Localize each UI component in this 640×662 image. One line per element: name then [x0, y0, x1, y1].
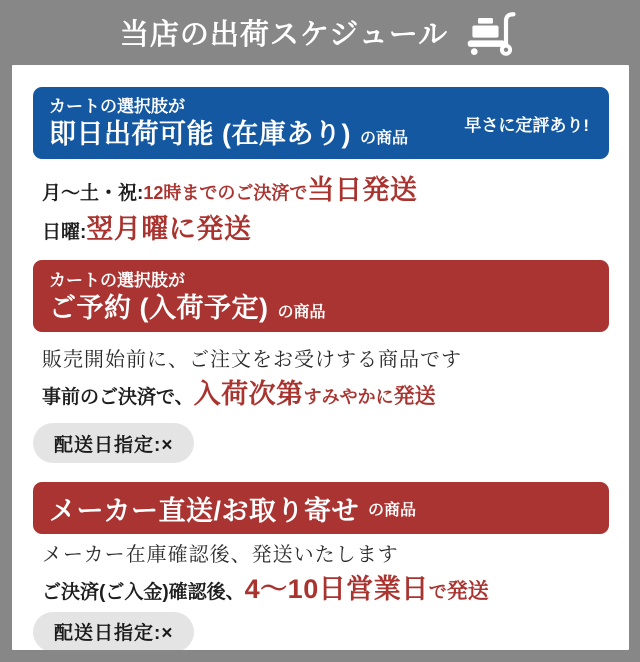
- preorder-condition-mid: すみやかに: [303, 387, 394, 408]
- sunday-result: 翌月曜に発送: [86, 213, 252, 244]
- maker-desc-row: [42, 544, 609, 566]
- hand-truck-icon: [464, 4, 520, 61]
- same-day-shipping-details: [42, 176, 609, 244]
- preorder-condition-tail: 発送: [393, 385, 436, 409]
- maker-condition-tail: 発送: [446, 580, 489, 604]
- preorder-condition-strong: 入荷次第: [193, 379, 304, 410]
- page-title: 当店の出荷スケジュール: [119, 19, 449, 51]
- banner-suffix-text: の商品: [277, 303, 326, 321]
- banner-preorder: [33, 260, 609, 332]
- sunday-shipping-row: [42, 215, 609, 245]
- weekday-label: 月〜土・祝:: [42, 183, 144, 204]
- banner-main-text: ご予約 (入荷予定): [49, 292, 269, 323]
- content-panel: [12, 65, 629, 650]
- banner-suffix-text: の商品: [359, 130, 408, 148]
- banner-main-line: [49, 120, 408, 150]
- weekday-result: 当日発送: [307, 175, 418, 205]
- maker-condition-label: ご決済(ご入金)確認後、: [42, 582, 245, 604]
- badge-row: [33, 612, 609, 650]
- maker-desc: メーカー在庫確認後、発送いたします: [42, 544, 399, 567]
- banner-same-day-shipping: [33, 87, 609, 159]
- delivery-date-badge: 配送日指定:×: [33, 423, 194, 463]
- preorder-details: [42, 349, 609, 410]
- banner-maker-direct: [33, 482, 609, 534]
- preorder-desc: 販売開始前に、ご注文をお受けする商品です: [42, 349, 462, 372]
- maker-condition-strong: 4〜10日営業日: [244, 574, 429, 605]
- maker-direct-details: [42, 544, 609, 605]
- delivery-date-badge: 配送日指定:×: [33, 612, 194, 650]
- banner-main-text: メーカー直送/お取り寄せ: [49, 495, 359, 526]
- banner-suffix-text: の商品: [367, 501, 416, 519]
- banner-text-block: [49, 270, 326, 324]
- preorder-desc-row: [42, 349, 609, 371]
- preorder-condition-row: [42, 380, 609, 410]
- weekday-shipping-row: [42, 176, 609, 206]
- maker-condition-mid: で: [428, 582, 447, 603]
- sunday-label: 日曜:: [42, 221, 87, 243]
- badge-row: [33, 423, 609, 463]
- banner-top-line: カートの選択肢が: [49, 270, 185, 290]
- maker-condition-row: [42, 575, 609, 605]
- weekday-condition: 12時までのご決済で: [143, 183, 308, 203]
- banner-side-note: 早さに定評あり!: [464, 115, 589, 135]
- banner-main-text: 即日出荷可能 (在庫あり): [49, 119, 351, 150]
- banner-text-block: [49, 96, 408, 150]
- preorder-condition-label: 事前のご決済で、: [42, 387, 194, 409]
- header: [0, 0, 640, 65]
- banner-main-line: [49, 294, 326, 324]
- banner-top-line: カートの選択肢が: [49, 97, 185, 117]
